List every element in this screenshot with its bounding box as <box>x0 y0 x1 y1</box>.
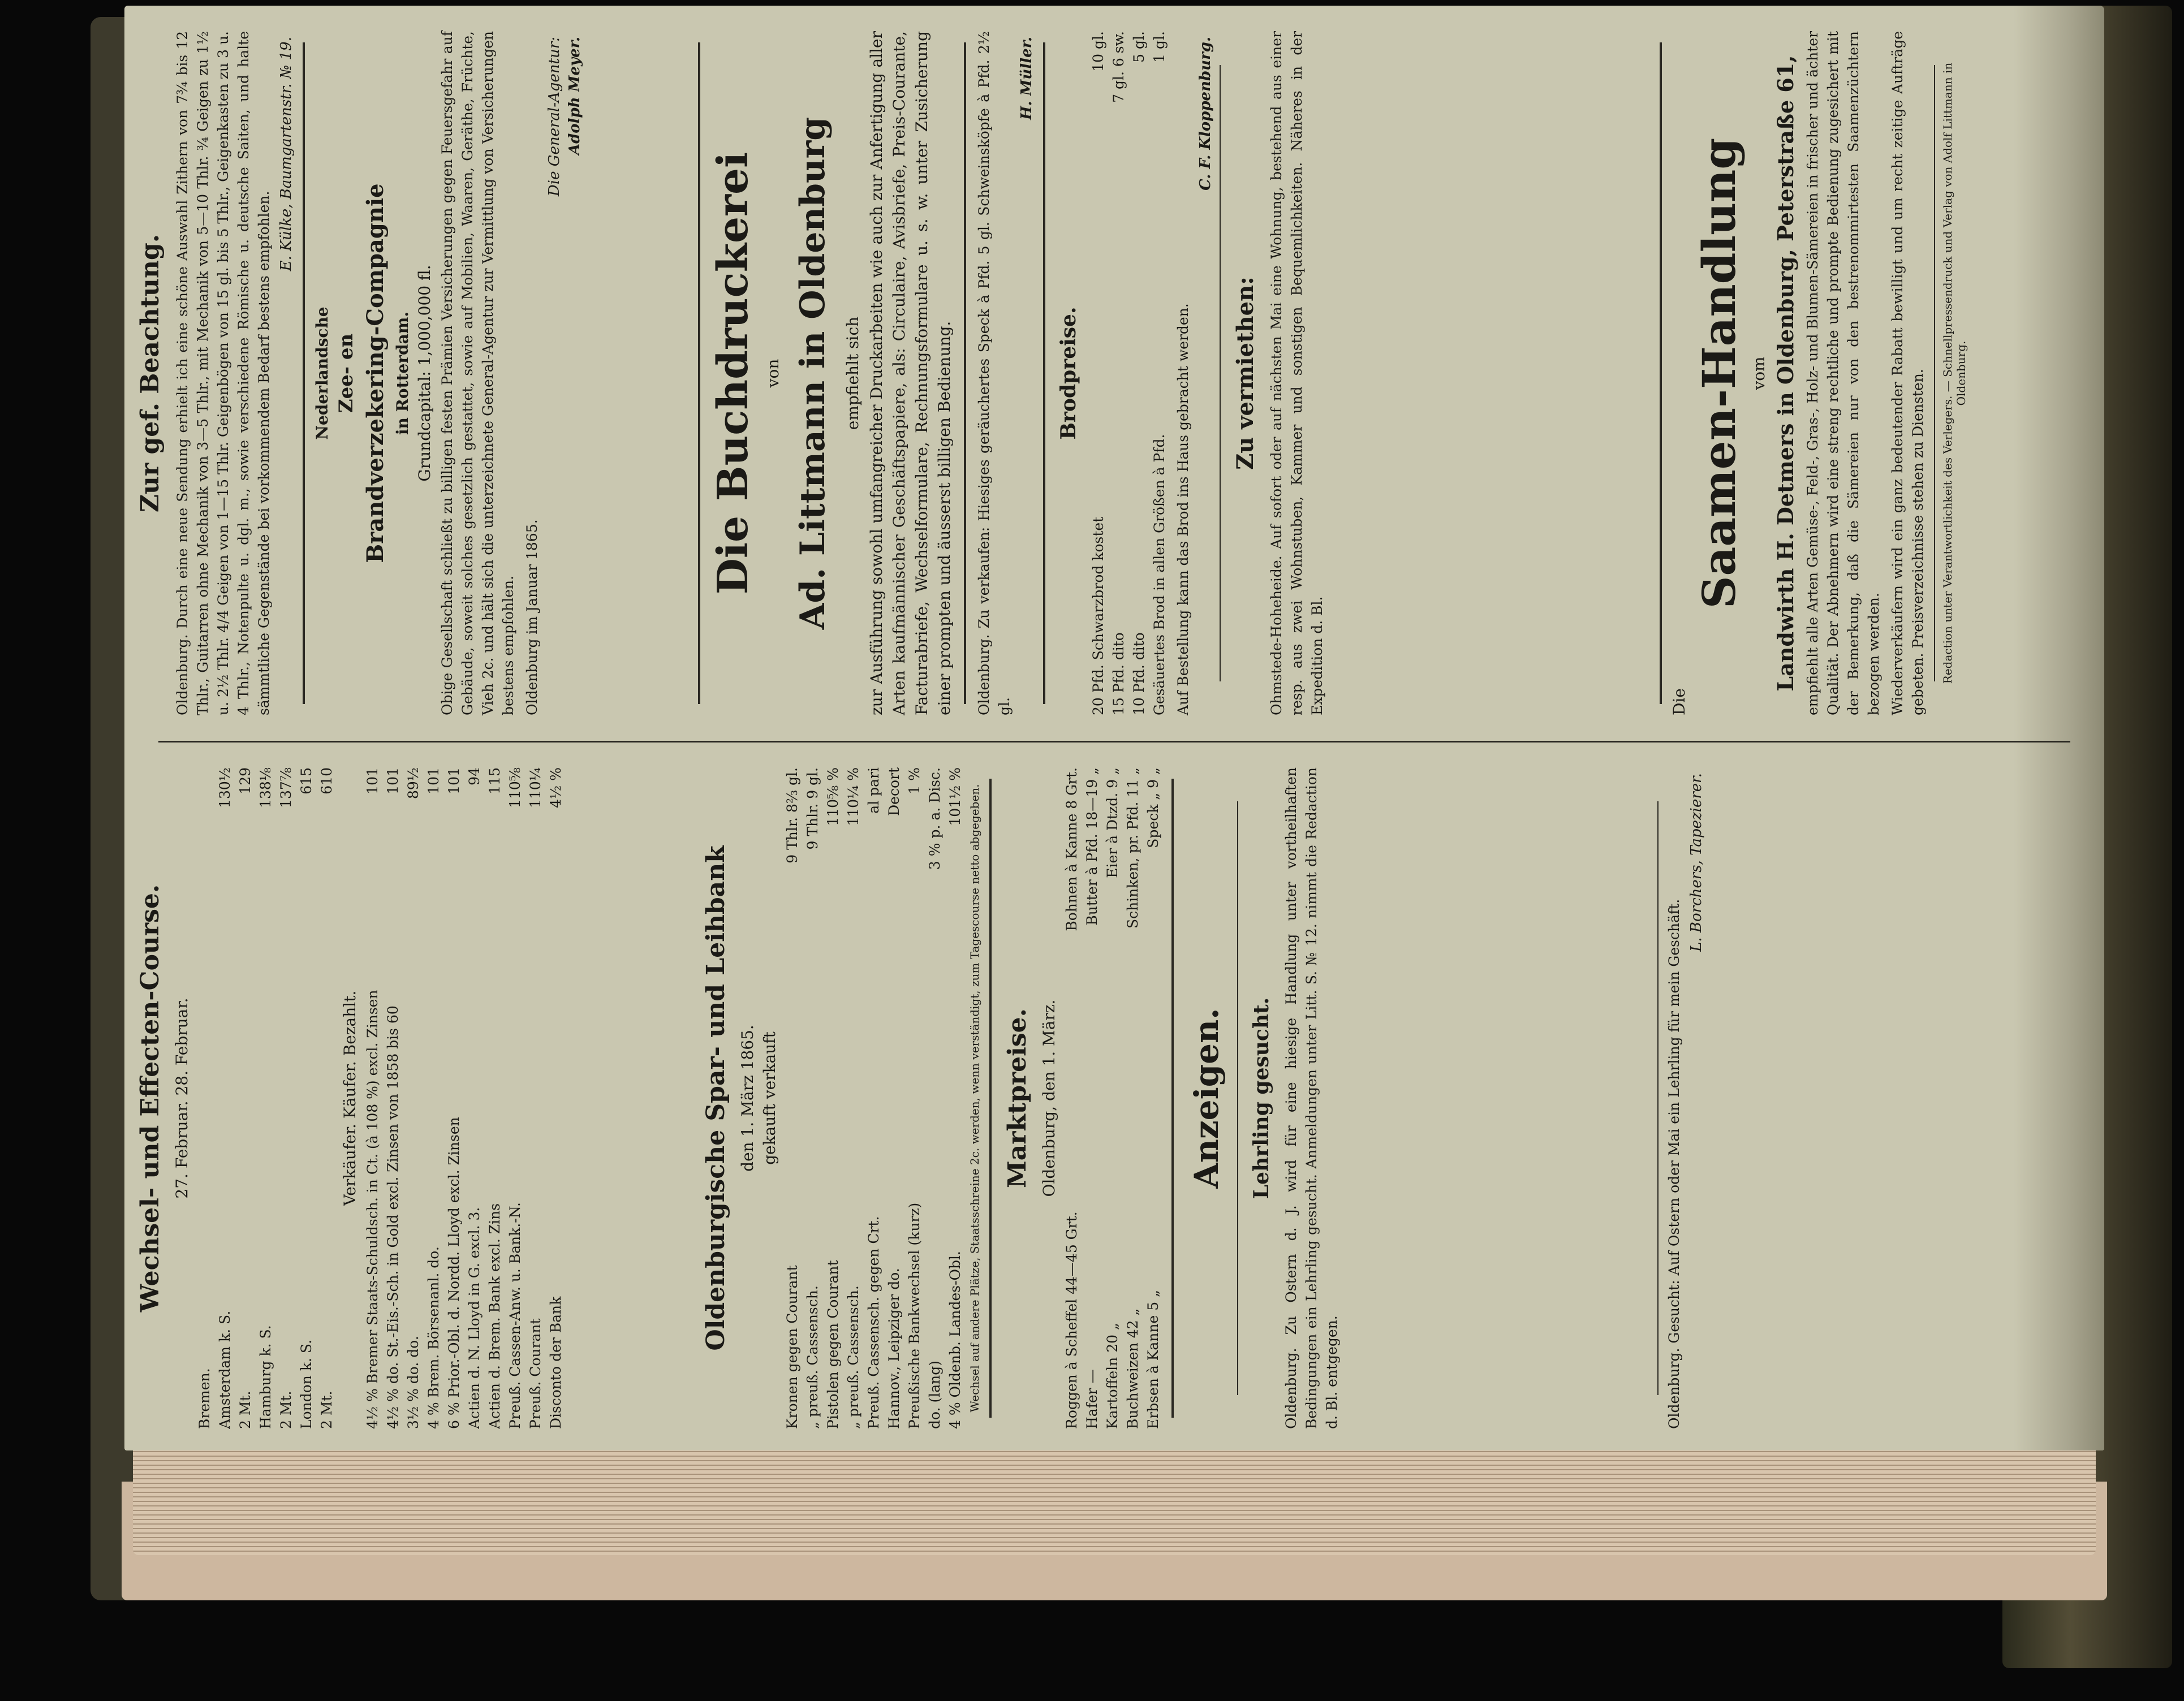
page-footer: Redaction unter Verantwortlichkeit des Verlegers. — Schnellpressendruck und Verlag von Adolf Littmann in Oldenburg. <box>1941 62 1968 684</box>
security-row-label: 4 % Brem. Börsenanl. do. <box>425 1246 442 1429</box>
seed-die: Die <box>1670 688 1688 715</box>
bank-row-value: 1 % <box>906 767 923 795</box>
left-bottom-column <box>1652 750 2104 1446</box>
exchange-row-label: Amsterdam k. S. <box>217 1310 233 1429</box>
security-row-value: 110⅝ <box>507 767 523 808</box>
market-prices-list <box>1062 767 1164 1429</box>
market-row-value: Schinken, pr. Pfd. 11 „ <box>1125 767 1141 929</box>
exchange-row <box>195 767 215 1429</box>
printing-title2: Ad. Littmann in Oldenburg <box>793 116 833 630</box>
divider <box>1220 65 1221 681</box>
notice-heading: Zur gef. Beachtung. <box>136 234 165 513</box>
page-edges <box>133 1442 2096 1555</box>
security-row-value: 101 <box>364 767 381 795</box>
ads-heading: Anzeigen. <box>1187 1008 1226 1189</box>
bread-row <box>1149 31 1170 715</box>
security-row <box>464 767 485 1429</box>
securities-list <box>363 767 566 1429</box>
seed-owner: Landwirth H. Detmers in Oldenburg, Peterstraße 61, <box>1773 55 1798 692</box>
ad2-signature: L. Borchers, Tapezierer. <box>1688 773 1705 952</box>
bread-row <box>1088 31 1109 715</box>
exchange-row-label: Bremen. <box>196 1368 213 1429</box>
market-row <box>1082 767 1102 1429</box>
bread-heading: Brodpreise. <box>1057 306 1080 440</box>
exchange-row <box>317 767 337 1429</box>
market-row <box>1102 767 1123 1429</box>
security-row <box>444 767 464 1429</box>
seed-text: empfiehlt alle Arten Gemüse-, Feld-, Gras-, Holz- und Blumen-Sämereien in frischer und ächter Qualität. Der Abnehmern wird eine streng rechtliche und prompte Bedienung zugesichert mit der Bemerkung, daß die Sämereien nur von den bestrenommirtesten Saamenzüchtern bezogen werden. <box>1804 31 1882 715</box>
insurance-sig2: Adolph Meyer. <box>566 37 583 156</box>
bank-row <box>843 767 864 1429</box>
security-row-value: 89½ <box>405 767 421 800</box>
newspaper-page <box>124 6 2104 1450</box>
bread-row-label: 20 Pfd. Schwarzbrod kostet <box>1090 516 1106 715</box>
market-row-label: Buchweizen 42 „ <box>1125 1308 1141 1429</box>
insurance-capital: Grundcapital: 1,000,000 fl. <box>415 265 434 482</box>
exchange-row-value: 138⅛ <box>257 767 274 808</box>
bank-row <box>864 767 884 1429</box>
bank-row <box>945 767 966 1429</box>
rent-heading: Zu vermiethen: <box>1232 277 1259 470</box>
market-row-label: Erbsen à Kanne 5 „ <box>1145 1289 1161 1429</box>
bank-rates-list <box>782 767 966 1429</box>
exchange-row <box>276 767 296 1429</box>
divider <box>1043 42 1045 704</box>
seed-vom: vom <box>1750 356 1768 390</box>
security-row <box>363 767 383 1429</box>
divider <box>1934 65 1935 681</box>
bread-row <box>1129 31 1149 715</box>
bread-row-value: 5 gl. <box>1131 31 1147 63</box>
security-row-value: 101 <box>385 767 401 795</box>
rent-text: Ohmstede-Hoheheide. Auf sofort oder auf nächsten Mai eine Wohnung, bestehend aus einer resp. aus zwei Wohnstuben, Kammer und sonstigen Bequemlichkeiten. Näheres in der Expedition d. Bl. <box>1268 31 1325 715</box>
security-row-label: Preuß. Cassen-Anw. u. Bank.-N. <box>507 1202 523 1429</box>
market-row-label: Hafer — <box>1084 1369 1100 1429</box>
bank-row <box>884 767 904 1429</box>
bank-row <box>925 767 945 1429</box>
exchange-row-value: 130½ <box>217 767 233 808</box>
bank-row <box>823 767 843 1429</box>
divider <box>1171 779 1174 1418</box>
bread-row-label: 15 Pfd. dito <box>1110 632 1127 715</box>
market-row-value: Speck „ 9 „ <box>1145 767 1161 848</box>
bank-row-label: do. (lang) <box>927 1360 943 1429</box>
insurance-line3: Brandverzekering-Compagnie <box>362 183 389 563</box>
security-row-value: 110¼ <box>527 767 544 808</box>
exchange-row-label: Hamburg k. S. <box>257 1325 274 1429</box>
printing-text: zur Ausführung sowohl umfangreicher Druckarbeiten wie auch zur Anfertigung aller Arten kaufmännischer Geschäftspapiere, als: Circulaire, Avisbriefe, Preis-Courante, Facturabriefe, Wechselformulare, Rechnungsformulare u. s. w. unter Zusicherung einer prompten und äusserst billigen Bedienung. <box>867 31 954 715</box>
security-row <box>546 767 566 1429</box>
security-row-label: Actien d. N. Lloyd in G. excl. 3. <box>466 1207 483 1429</box>
securities-header: Verkäufer. Käufer. Bezahlt. <box>341 990 359 1206</box>
bank-row-value: 110⅝ % <box>825 767 841 826</box>
bread-row-label: Gesäuertes Brod in allen Größen à Pfd. <box>1151 434 1168 715</box>
right-middle-column <box>690 14 1652 732</box>
security-row-label: 3½ % do. do. <box>405 1336 421 1429</box>
insurance-line1: Nederlandsche <box>313 306 331 440</box>
insurance-text: Obige Gesellschaft schließt zu billigen festen Prämien Versicherungen gegen Feuersgefahr auf Gebäude, soweit solches gesetzlich gestattet, sowie auf Mobilien, Waaren, Geräthe, Früchte, Vieh 2c. und hält sich die unterzeichnete General-Agentur zur Vermittlung von Versicherungen bestens empfohlen. <box>439 31 516 715</box>
exchange-row-label: 2 Mt. <box>318 1391 335 1429</box>
exchange-row-value: 610 <box>318 767 335 795</box>
security-row-value: 4½ % <box>548 767 564 808</box>
market-row-label: Kartoffeln 20 „ <box>1104 1323 1121 1429</box>
market-date: Oldenburg, den 1. März. <box>1040 999 1058 1197</box>
security-row <box>424 767 444 1429</box>
exchange-row-value <box>195 767 215 841</box>
insurance-line4: in Rotterdam. <box>393 311 412 435</box>
ad1-title: Lehrling gesucht. <box>1250 997 1273 1199</box>
divider <box>303 42 305 704</box>
bank-row-label: 4 % Oldenb. Landes-Obl. <box>947 1251 963 1429</box>
market-row <box>1143 767 1164 1429</box>
bank-row-value: 101½ % <box>947 767 963 826</box>
market-row-value: Bohnen à Kanne 8 Grt. <box>1063 767 1080 931</box>
security-row-value: 94 <box>466 767 483 785</box>
security-row <box>403 767 424 1429</box>
exchange-row <box>256 767 276 1429</box>
bank-col-header: gekauft verkauft <box>760 1031 779 1165</box>
exchange-row <box>235 767 256 1429</box>
bank-row-value: 9 Thlr. 8⅔ gl. <box>784 767 800 864</box>
notice-text: Oldenburg. Durch eine neue Sendung erhielt ich eine schöne Auswahl Zithern von 7¾ bis 12 Thlr., Guitarren ohne Mechanik von 3—5 Thlr., mit Mechanik von 5—10 Thlr. ¾ Geigen zu 1½ u. 2½ Thlr. 4/4 Geigen von 1—15 Thlr. Geigenbögen von 15 gl. bis 5 Thlr., Geigenkasten zu 3 u. 4 Thlr., Notenpulte u. dgl. m., sowie verschiedene Römische u. deutsche Saiten, und halte sämmtliche Gegenstände bei vorkommendem Bedarf bestens empfohlen. <box>174 31 272 715</box>
bank-row-value: Decort <box>886 767 902 816</box>
right-bottom-column <box>1652 14 2104 732</box>
exchange-row-value: 615 <box>298 767 315 795</box>
ad2-text: Oldenburg. Gesucht: Auf Ostern oder Mai ein Lehrling für mein Geschäft. <box>1666 899 1682 1429</box>
security-row-value: 115 <box>486 767 503 795</box>
security-row-label: 6 % Prior.-Obl. d. Nordd. Lloyd excl. Zinsen <box>446 1117 462 1429</box>
market-row-value: Butter à Pfd. 18—19 „ <box>1084 767 1100 926</box>
exchange-col-header: 27. Februar. 28. Februar. <box>173 998 191 1199</box>
exchange-row-value: 129 <box>237 767 253 795</box>
bread-row-value: 10 gl. <box>1090 31 1106 72</box>
printing-von: von <box>764 359 782 388</box>
insurance-date: Oldenburg im Januar 1865. <box>524 519 540 715</box>
divider <box>1660 42 1662 704</box>
security-row-label: Preuß. Courant <box>527 1318 544 1429</box>
exchange-row <box>296 767 317 1429</box>
bank-row-label: „ preuß. Cassensch. <box>845 1285 861 1429</box>
exchange-row-label: 2 Mt. <box>278 1391 294 1429</box>
security-row <box>485 767 505 1429</box>
divider <box>1237 801 1238 1395</box>
bank-row-value: al pari <box>865 767 882 814</box>
market-row <box>1062 767 1082 1429</box>
bank-note: Wechsel auf andere Plätze, Staatsschreine 2c. werden, wenn verständigt, zum Tagescourse netto abgegeben. <box>968 784 981 1413</box>
notice-signature: E. Külke, Baumgartenstr. № 19. <box>278 37 295 271</box>
bank-row <box>782 767 803 1429</box>
column-divider <box>158 741 2070 742</box>
security-row-label: 4½ % Bremer Staats-Schuldsch. in Ct. (à 108 %) excl. Zinsen <box>364 990 381 1429</box>
security-row <box>383 767 403 1429</box>
seed-title: Saamen-Handlung <box>1692 137 1746 609</box>
security-row-label: Disconto der Bank <box>548 1296 564 1429</box>
market-row <box>1123 767 1143 1429</box>
security-row <box>525 767 546 1429</box>
insurance-line2: Zee- en <box>335 333 357 413</box>
bank-row <box>904 767 925 1429</box>
market-row-label: Roggen à Scheffel 44—45 Grt. <box>1063 1211 1080 1429</box>
exchange-row-label: London k. S. <box>298 1339 315 1429</box>
bank-row-label: Hannov., Leipziger do. <box>886 1268 902 1429</box>
speck-text: Oldenburg. Zu verkaufen: Hiesiges geräuchertes Speck à Pfd. 5 gl. Schweinsköpfe à Pfd. 2½ gl. <box>976 31 1013 715</box>
printing-recommends: empfiehlt sich <box>843 316 862 430</box>
bank-and-market-column <box>690 750 1652 1446</box>
market-row-value: Eier à Dtzd. 9 „ <box>1104 767 1121 878</box>
exchange-heading: Wechsel- und Effecten-Course. <box>136 884 165 1313</box>
bread-signature: C. F. Kloppenburg. <box>1197 37 1214 191</box>
insurance-sig1: Die General-Agentur: <box>546 37 563 197</box>
ad1-text: Oldenburg. Zu Ostern d. J. wird für eine hiesige Handlung unter vortheilhaften Bedingungen ein Lehrling gesucht. Anmeldungen unter Litt. S. № 12. nimmt die Redaction d. Bl. entgegen. <box>1283 767 1340 1429</box>
bread-row-label: 10 Pfd. dito <box>1131 632 1147 715</box>
bread-row <box>1109 31 1129 715</box>
bank-row <box>803 767 823 1429</box>
bread-prices-list <box>1088 31 1170 715</box>
right-top-column <box>124 14 690 732</box>
exchange-row-label: 2 Mt. <box>237 1391 253 1429</box>
printing-title1: Die Buchdruckerei <box>709 152 757 595</box>
exchange-row-value: 137⅞ <box>278 767 294 808</box>
bank-row-label: „ preuß. Cassensch. <box>804 1285 821 1429</box>
divider <box>698 42 700 704</box>
bank-heading: Oldenburgische Spar- und Leihbank <box>701 845 730 1351</box>
bank-row-value: 110¼ % <box>845 767 861 826</box>
bread-row-value: 1 gl. <box>1151 31 1168 63</box>
security-row-value: 101 <box>446 767 462 795</box>
bank-row-label: Preuß. Cassensch. gegen Crt. <box>865 1216 882 1429</box>
bank-row-label: Kronen gegen Courant <box>784 1265 800 1429</box>
rotated-content <box>124 6 2104 1450</box>
seed-text2: Wiederverkäufern wird ein ganz bedeutender Rabatt bewilligt und um recht zeitige Aufträge gebeten. Preisverzeichnisse stehen zu Diensten. <box>1889 31 1926 715</box>
bread-row-value: 7 gl. 6 sw. <box>1110 31 1127 103</box>
exchange-rates-list <box>195 767 337 1429</box>
divider <box>964 42 966 704</box>
bread-note: Auf Bestellung kann das Brod ins Haus gebracht werden. <box>1175 303 1191 715</box>
speck-signature: H. Müller. <box>1018 37 1035 120</box>
security-row <box>505 767 525 1429</box>
market-heading: Marktpreise. <box>1003 1008 1032 1188</box>
divider <box>1657 801 1659 1395</box>
bank-row-value: 3 % p. a. Disc. <box>927 767 943 870</box>
security-row-label: Actien d. Brem. Bank excl. Zins <box>486 1203 503 1429</box>
bank-date: den 1. März 1865. <box>738 1025 757 1172</box>
bank-row-value: 9 Thlr. 9 gl. <box>804 767 821 850</box>
exchange-row <box>215 767 235 1429</box>
bank-row-label: Pistolen gegen Courant <box>825 1260 841 1429</box>
security-row-label: 4½ % do. St.-Eis.-Sch. in Gold excl. Zinsen von 1858 bis 60 <box>385 1005 401 1429</box>
bank-row-label: Preußische Bankwechsel (kurz) <box>906 1202 923 1429</box>
divider <box>989 779 992 1418</box>
exchange-rates-column <box>124 750 690 1446</box>
security-row-value: 101 <box>425 767 442 795</box>
